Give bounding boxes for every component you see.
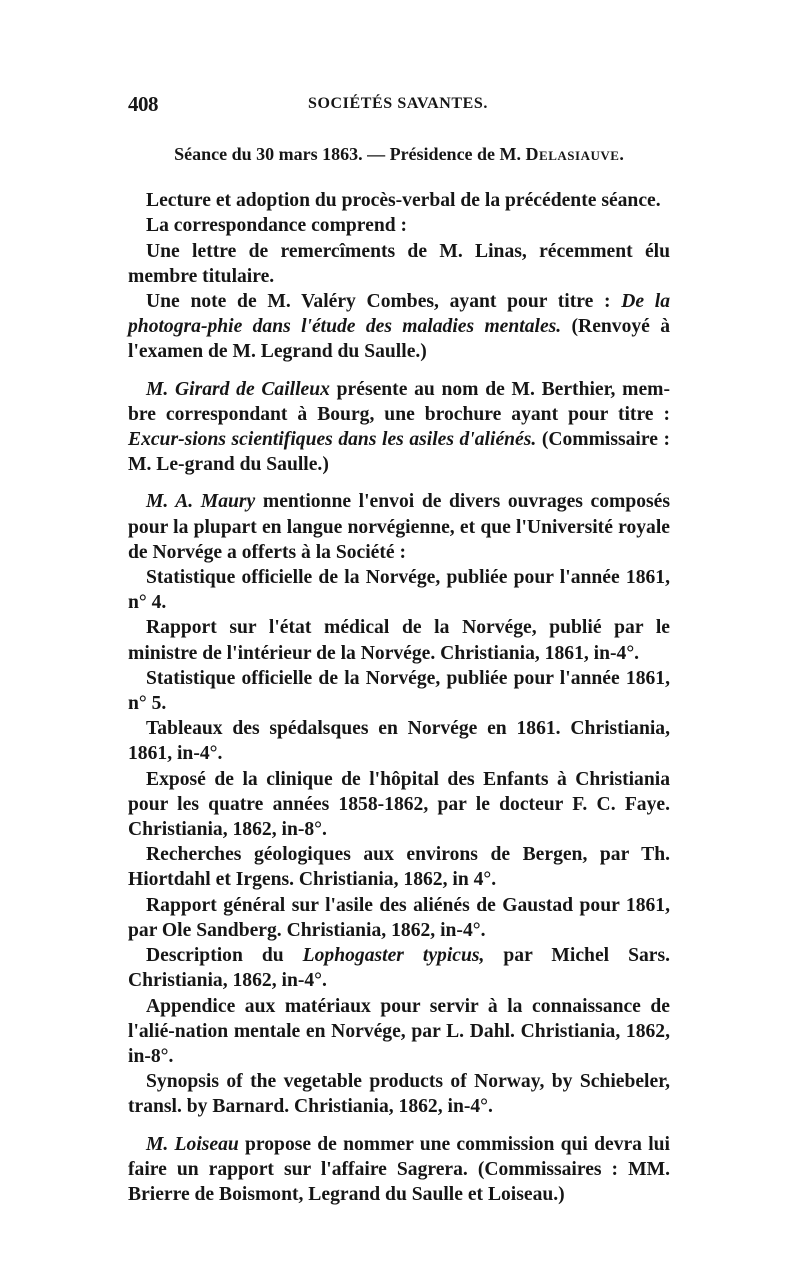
note-text: Une note de M. Valéry Combes, ayant pour titre : xyxy=(146,291,622,313)
description-publication: par Michel Sars. Christiania, 1862, in-4°. xyxy=(128,945,670,992)
paragraph-letter: Une lettre de remercîments de M. Linas, récemment élu membre titulaire. xyxy=(128,240,670,287)
list-item xyxy=(128,943,670,993)
paragraph-correspondence: La correspondance comprend : xyxy=(146,215,408,237)
paragraph-girard xyxy=(128,377,670,478)
page-header xyxy=(128,92,668,122)
paragraph-minutes: Lecture et adoption du procès-verbal de la précédente séance. xyxy=(146,190,661,212)
session-heading-end: . xyxy=(619,144,624,164)
note-referral: (Renvoyé à l'examen de M. Legrand du Saulle.) xyxy=(128,316,670,363)
paragraph-loiseau xyxy=(128,1132,670,1208)
note-title: De la photogra-phie dans l'étude des maladies mentales. xyxy=(128,291,670,338)
session-heading xyxy=(128,142,670,167)
list-item: Appendice aux matériaux pour servir à la connaissance de l'alié-nation mentale en Norvége, par L. Dahl. Christiania, 1862, in-8°. xyxy=(128,995,670,1067)
running-title: SOCIÉTÉS SAVANTES. xyxy=(307,95,489,112)
brochure-title: Excur-sions scientifiques dans les asiles d'aliénés. xyxy=(128,429,537,451)
maury-text: mentionne l'envoi de divers ouvrages composés pour la plupart en langue norvégienne, et que l'Université royale de Norvége a offerts à la Société : xyxy=(128,491,670,563)
list-item: Statistique officielle de la Norvége, publiée pour l'année 1861, n° 5. xyxy=(128,667,670,715)
paragraph-note xyxy=(128,289,670,365)
list-item: Exposé de la clinique de l'hôpital des Enfants à Christiania pour les quatre années 1858-1862, par le docteur F. C. Faye. Christiania, 1862, in-8°. xyxy=(128,768,670,841)
paragraph-maury xyxy=(128,489,670,565)
description-text: Description du xyxy=(146,945,303,967)
session-heading-text: Séance du 30 mars 1863. — Présidence de M. xyxy=(174,144,526,164)
speaker-name: M. Girard de Cailleux xyxy=(146,378,330,400)
list-item: Rapport général sur l'asile des aliénés de Gaustad pour 1861, par Ole Sandberg. Christiania, 1862, in-4°. xyxy=(128,894,670,941)
speaker-name: M. Loiseau xyxy=(146,1133,239,1155)
page-body xyxy=(128,142,670,1207)
loiseau-text: propose de nommer une commission qui devra lui faire un rapport sur l'affaire Sagrera. (Commissaires : MM. Brierre de Boismont, Legrand du Saulle et Loiseau.) xyxy=(128,1133,670,1205)
list-item: Rapport sur l'état médical de la Norvége, publié par le ministre de l'intérieur de la Norvége. Christiania, 1861, in-4°. xyxy=(128,617,670,664)
president-name: Delasiauve xyxy=(525,144,620,164)
list-item: Statistique officielle de la Norvége, publiée pour l'année 1861, n° 4. xyxy=(128,567,670,614)
list-item: Recherches géologiques aux environs de Bergen, par Th. Hiortdahl et Irgens. Christiania, 1862, in 4°. xyxy=(128,844,670,891)
species-title: Lophogaster typicus, xyxy=(302,945,485,967)
list-item: Synopsis of the vegetable products of Norway, by Schiebeler, transl. by Barnard. Christiania, 1862, in-4°. xyxy=(128,1071,670,1118)
page-number: 408 xyxy=(128,92,158,116)
list-item: Tableaux des spédalsques en Norvége en 1861. Christiania, 1861, in-4°. xyxy=(128,718,670,765)
girard-commissioner: (Commissaire : M. Le-grand du Saulle.) xyxy=(128,429,670,476)
speaker-name: M. A. Maury xyxy=(146,491,256,513)
girard-text: présente au nom de M. Berthier, mem-bre correspondant à Bourg, une brochure ayant pour titre : xyxy=(128,378,670,425)
